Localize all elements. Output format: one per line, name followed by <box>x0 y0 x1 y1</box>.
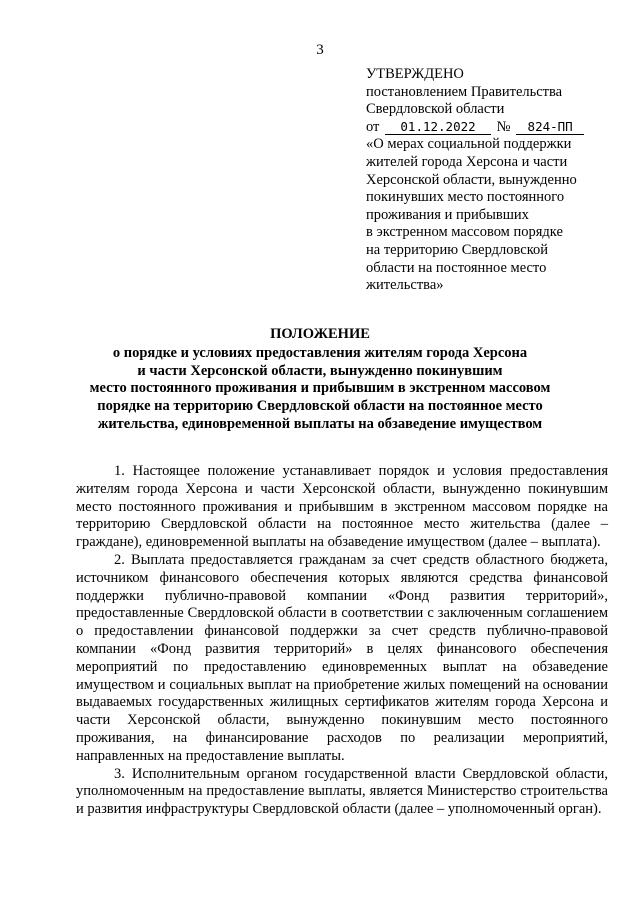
approval-subject-line: покинувших место постоянного <box>366 189 565 206</box>
approval-heading: УТВЕРЖДЕНО <box>366 66 464 82</box>
approval-line-1: постановлением Правительства <box>366 83 563 100</box>
approval-subject-line: на территорию Свердловской <box>366 241 549 258</box>
approval-subject-line: в экстренном массовом порядке <box>366 224 563 241</box>
paragraph-2: 2. Выплата предоставляется гражданам за счет средств областного бюджета, источником финансового обеспечения которых являются средства финансовой поддержки публично-правовой компании «Фонд развития территорий», предоставленные Свердловской области в соответствии с заключенным соглашением о предоставлении финансовой поддержки за счет средств публично-правовой компании «Фонд развития территорий» в целях финансового обеспечения мероприятий по предоставлению единовременных выплат на обзаведение имуществом и социальных выплат на приобретение жилых помещений на основании выдаваемых государственных жилищных сертификатов жителям города Херсона и части Херсонской области, вынужденно покинувшим место постоянного проживания, на финансирование расходов по реализации мероприятий, направленных на предоставление выплаты. <box>76 551 608 764</box>
document-title <box>60 326 580 434</box>
approval-stamp <box>366 66 616 295</box>
approval-subject-line: Херсонской области, вынужденно <box>366 171 577 188</box>
approval-line-2: Свердловской области <box>366 101 505 118</box>
from-label: от <box>366 118 380 135</box>
approval-subject-line: жительства» <box>366 277 444 294</box>
approval-subject-line: «О мерах социальной поддержки <box>366 136 572 153</box>
approval-subject-line: области на постоянное место <box>366 259 547 276</box>
title-line: и части Херсонской области, вынужденно покинувшим <box>137 362 503 379</box>
paragraph-3: 3. Исполнительным органом государственной власти Свердловской области, уполномоченным на предоставление выплаты, является Министерство строительства и развития инфраструктуры Свердловской области (далее – уполномоченный орган). <box>76 765 608 818</box>
paragraph-1: 1. Настоящее положение устанавливает порядок и условия предоставления жителям города Херсона и части Херсонской области, вынужденно покинувшим место постоянного проживания и прибывшим в экстренном массовом порядке на территорию Свердловской области на постоянное место жительства (далее – граждане), единовременной выплаты на обзаведение имуществом (далее – выплата). <box>76 463 608 551</box>
approval-subject-line: жителей города Херсона и части <box>366 153 568 170</box>
title-line: порядке на территорию Свердловской области на постоянное место <box>97 398 543 415</box>
document-body <box>76 463 608 819</box>
title-line: место постоянного проживания и прибывшим в экстренном массовом <box>89 380 551 397</box>
approval-subject-line: проживания и прибывших <box>366 206 529 223</box>
approval-date-number-line <box>366 119 616 137</box>
title-heading: ПОЛОЖЕНИЕ <box>270 326 370 342</box>
page-number: 3 <box>316 42 324 58</box>
title-line: жительства, единовременной выплаты на обзаведение имуществом <box>97 415 543 432</box>
number-sign: № <box>496 118 511 135</box>
approval-date: 01.12.2022 <box>385 120 491 135</box>
approval-number: 824-ПП <box>516 120 584 135</box>
title-line: о порядке и условиях предоставления жителям города Херсона <box>112 344 528 361</box>
